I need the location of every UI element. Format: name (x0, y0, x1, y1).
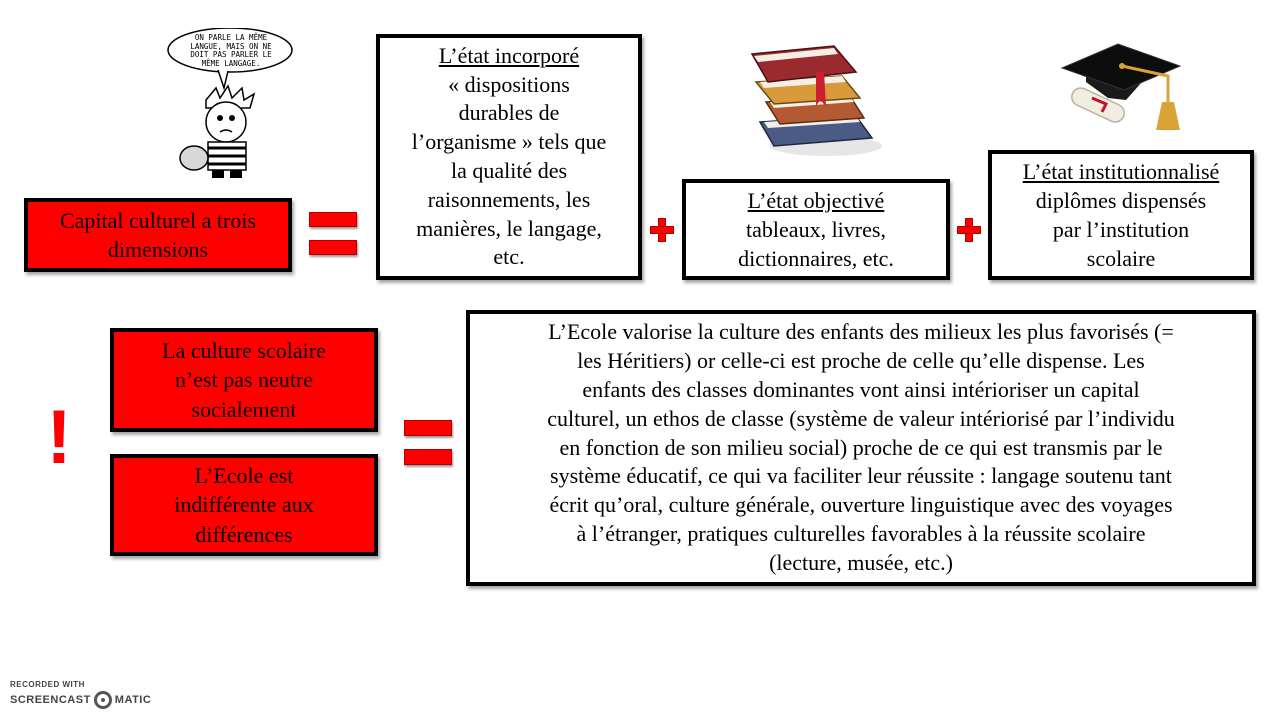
etat-objective-title: L’état objectivé (747, 187, 885, 213)
equals-icon-top-bar (309, 212, 357, 227)
books-stack-icon (746, 42, 886, 158)
graduation-illustration (1056, 38, 1196, 138)
explanation-line-8: à l’étranger, pratiques culturelles favorables à la réussite scolaire (576, 521, 1146, 547)
books-illustration (746, 42, 886, 158)
etat-incorpore-line-1: « dispositions (448, 71, 570, 97)
ecole-indifferente-line-2: indifférente aux (174, 492, 314, 518)
etat-objective-line-1: tableaux, livres, (746, 216, 886, 242)
plus-icon-2 (957, 218, 981, 242)
culture-scolaire-line-1: La culture scolaire (162, 338, 326, 364)
watermark-recorded-text: RECORDED WITH (10, 680, 85, 689)
culture-scolaire-box (110, 328, 378, 432)
etat-incorpore-line-7: etc. (493, 244, 525, 270)
etat-institutionnalise-line-2: par l’institution (1052, 217, 1190, 242)
cartoon-speech-text: ON PARLE LA MÊME LANGUE, MAIS ON NE DOIT PAS PARLER LE MÊME LANGAGE. (190, 33, 272, 68)
etat-objective-line-2: dictionnaires, etc. (738, 246, 894, 272)
explanation-line-9: (lecture, musée, etc.) (769, 549, 953, 575)
explanation-line-2: les Héritiers) or celle-ci est proche de celle qu’elle dispense. Les (577, 348, 1145, 374)
etat-institutionnalise-title: L’état institutionnalisé (1022, 158, 1220, 184)
watermark-matic-text: MATIC (114, 694, 152, 706)
explanation-line-4: culturel, un ethos de classe (système de valeur intériorisé par l’individu (547, 405, 1175, 431)
culture-scolaire-line-3: socialement (191, 396, 297, 422)
record-icon (94, 691, 112, 709)
watermark-screencast-text: SCREENCAST (10, 694, 91, 706)
graduation-cap-icon (1056, 38, 1196, 138)
equals-icon-bottom-bar (309, 240, 357, 255)
etat-incorpore-line-2: durables de (458, 100, 560, 126)
explanation-line-7: écrit qu’oral, culture générale, ouverture linguistique avec des voyages (549, 492, 1173, 518)
etat-incorpore-title: L’état incorporé (438, 42, 580, 68)
etat-institutionnalise-line-3: scolaire (1086, 246, 1156, 272)
screencast-watermark (10, 680, 151, 709)
ecole-indifferente-line-1: L’Ecole est (194, 463, 294, 489)
explanation-box (466, 310, 1256, 586)
etat-incorpore-line-3: l’organisme » tels que (411, 129, 607, 155)
equals-icon-2-bottom-bar (404, 449, 452, 465)
ecole-indifferente-line-3: différences (195, 521, 293, 547)
etat-incorpore-line-6: manières, le langage, (416, 215, 602, 241)
explanation-line-5: en fonction de son milieu social) proche de ce qui est transmis par le (559, 434, 1163, 460)
ecole-indifferente-box (110, 454, 378, 556)
capital-culturel-text: Capital culturel a trois dimensions (59, 207, 257, 262)
explanation-line-1: L’Ecole valorise la culture des enfants des milieux les plus favorisés (= (548, 319, 1174, 345)
plus-icon-1 (650, 218, 674, 242)
etat-institutionnalise-box (988, 150, 1254, 280)
explanation-line-6: système éducatif, ce qui va faciliter leur réussite : langage soutenu tant (550, 463, 1172, 489)
equals-icon-2-top-bar (404, 420, 452, 436)
exclamation-mark: ! (46, 395, 72, 480)
etat-incorpore-line-5: raisonnements, les (427, 186, 591, 212)
etat-objective-box (682, 179, 950, 280)
capital-culturel-label (24, 198, 292, 272)
cartoon-illustration (166, 28, 296, 180)
explanation-line-3: enfants des classes dominantes vont ainsi intérioriser un capital (582, 376, 1140, 402)
etat-incorpore-box (376, 34, 642, 280)
etat-incorpore-line-4: la qualité des (450, 158, 568, 183)
culture-scolaire-line-2: n’est pas neutre (174, 367, 314, 393)
etat-institutionnalise-line-1: diplômes dispensés (1035, 187, 1207, 213)
